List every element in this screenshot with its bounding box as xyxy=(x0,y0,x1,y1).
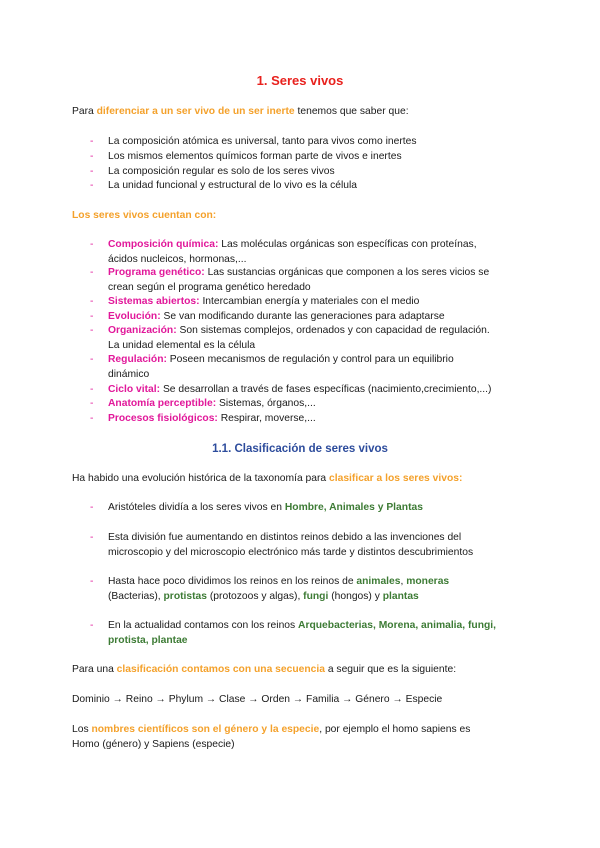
feature-item xyxy=(108,240,477,250)
kingdom-term: protistas xyxy=(163,591,208,602)
bullet-dash: - xyxy=(90,620,94,631)
kingdoms-current: Arquebacterias, Morena, animalia, fungi, xyxy=(298,620,497,631)
kingdom-term: moneras xyxy=(406,576,450,587)
classification-item-text: Hasta hace poco dividimos los reinos en los reinos de xyxy=(108,576,357,587)
bullet-dash: - xyxy=(90,384,94,395)
kingdoms-aristotle: Hombre, Animales y Plantas xyxy=(284,502,423,513)
bullet-dash: - xyxy=(90,296,94,307)
bullet-dash: - xyxy=(90,413,94,424)
sequence-post: a seguir que es la siguiente: xyxy=(324,664,457,675)
feature-desc: Son sistemas complejos, ordenados y con capacidad de regulación. xyxy=(176,325,490,336)
classification-item-text: (Bacterias), xyxy=(108,591,164,602)
feature-term: Sistemas abiertos: xyxy=(108,296,200,307)
kingdoms-current-cont: protista, plantae xyxy=(108,635,188,646)
names-pre: Los xyxy=(72,724,92,735)
bullet-dash: - xyxy=(90,166,94,177)
intro-list-item: La unidad funcional y estructural de lo vivo es la célula xyxy=(108,180,357,191)
classification-item-text: En la actualidad contamos con los reinos xyxy=(108,620,299,631)
scientific-names-cont: Homo (género) y Sapiens (especie) xyxy=(72,739,235,750)
classification-intro-pre: Ha habido una evolución histórica de la taxonomía para xyxy=(72,473,330,484)
kingdom-term: animales xyxy=(356,576,401,587)
taxonomy-hierarchy: Dominio → Reino → Phylum → Clase → Orden → Familia → Género → Especie xyxy=(72,694,443,705)
classification-intro-highlight: clasificar a los seres vivos: xyxy=(329,473,463,484)
classification-item-text: (hongos) y xyxy=(328,591,383,602)
feature-desc: Poseen mecanismos de regulación y control para un equilibrio xyxy=(166,354,454,365)
sequence-paragraph xyxy=(72,665,456,675)
classification-item xyxy=(108,621,496,631)
intro-post: tenemos que saber que: xyxy=(294,106,409,117)
features-heading: Los seres vivos cuentan con: xyxy=(72,210,217,221)
page-title: 1. Seres vivos xyxy=(256,73,344,88)
names-post: , por ejemplo el homo sapiens es xyxy=(319,724,471,735)
intro-pre: Para xyxy=(72,106,97,117)
classification-item-cont xyxy=(108,592,419,602)
feature-term: Programa genético: xyxy=(108,267,205,278)
intro-paragraph xyxy=(72,107,409,117)
scientific-names-paragraph xyxy=(72,725,470,735)
bullet-dash: - xyxy=(90,136,94,147)
feature-term: Regulación: xyxy=(108,354,167,365)
feature-desc-cont: La unidad elemental es la célula xyxy=(108,340,256,351)
bullet-dash: - xyxy=(90,354,94,365)
classification-item-text: Aristóteles dividía a los seres vivos en xyxy=(108,502,285,513)
classification-item-text: (protozoos y algas), xyxy=(207,591,304,602)
bullet-dash: - xyxy=(90,311,94,322)
section-subtitle: 1.1. Clasificación de seres vivos xyxy=(212,443,388,455)
classification-item xyxy=(108,577,449,587)
bullet-dash: - xyxy=(90,180,94,191)
classification-item-cont: microscopio y del microscopio electrónico más tarde y distintos descubrimientos xyxy=(108,547,474,558)
feature-term: Anatomía perceptible: xyxy=(108,398,217,409)
bullet-dash: - xyxy=(90,576,94,587)
feature-term: Procesos fisiológicos: xyxy=(108,413,218,424)
intro-highlight: diferenciar a un ser vivo de un ser inerte xyxy=(96,106,295,117)
separator: , xyxy=(400,576,407,587)
sequence-pre: Para una xyxy=(72,664,117,675)
feature-item xyxy=(108,414,316,424)
feature-desc: Las sustancias orgánicas que componen a los seres vicios se xyxy=(204,267,490,278)
feature-desc-cont: dinámico xyxy=(108,369,150,380)
bullet-dash: - xyxy=(90,267,94,278)
feature-item xyxy=(108,399,316,409)
feature-item xyxy=(108,385,491,395)
bullet-dash: - xyxy=(90,239,94,250)
intro-list-item: La composición regular es solo de los seres vivos xyxy=(108,166,335,177)
feature-term: Organización: xyxy=(108,325,177,336)
bullet-dash: - xyxy=(90,151,94,162)
feature-desc: Intercambian energía y materiales con el medio xyxy=(199,296,420,307)
feature-item xyxy=(108,297,419,307)
feature-item xyxy=(108,326,490,336)
classification-intro xyxy=(72,474,462,484)
bullet-dash: - xyxy=(90,532,94,543)
kingdom-term: fungi xyxy=(303,591,329,602)
feature-term: Ciclo vital: xyxy=(108,384,161,395)
classification-item: Esta división fue aumentando en distintos reinos debido a las invenciones del xyxy=(108,532,462,543)
bullet-dash: - xyxy=(90,325,94,336)
feature-desc-cont: crean según el programa genético heredado xyxy=(108,282,311,293)
feature-desc-cont: ácidos nucleicos, hormonas,... xyxy=(108,254,247,265)
feature-desc: Las moléculas orgánicas son específicas con proteínas, xyxy=(218,239,477,250)
names-highlight: nombres científicos son el género y la especie xyxy=(91,724,320,735)
bullet-dash: - xyxy=(90,398,94,409)
feature-term: Evolución: xyxy=(108,311,161,322)
feature-desc: Respirar, moverse,... xyxy=(217,413,316,424)
kingdom-term: plantas xyxy=(382,591,419,602)
sequence-highlight: clasificación contamos con una secuencia xyxy=(116,664,325,675)
feature-item xyxy=(108,268,489,278)
intro-list-item: Los mismos elementos químicos forman parte de vivos e inertes xyxy=(108,151,402,162)
feature-item xyxy=(108,312,445,322)
intro-list-item: La composición atómica es universal, tanto para vivos como inertes xyxy=(108,136,417,147)
feature-desc: Se desarrollan a través de fases específicas (nacimiento,crecimiento,...) xyxy=(160,384,492,395)
feature-desc: Se van modificando durante las generaciones para adaptarse xyxy=(160,311,445,322)
feature-desc: Sistemas, órganos,... xyxy=(216,398,316,409)
feature-item xyxy=(108,355,454,365)
classification-item xyxy=(108,503,423,513)
bullet-dash: - xyxy=(90,502,94,513)
feature-term: Composición química: xyxy=(108,239,219,250)
